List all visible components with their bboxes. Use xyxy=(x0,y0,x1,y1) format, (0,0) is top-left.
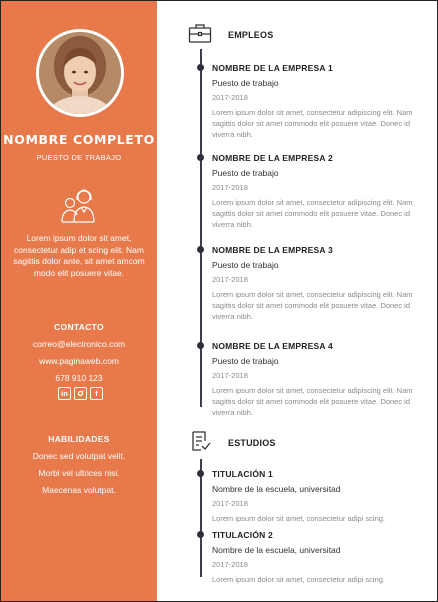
timeline-dot xyxy=(197,342,204,349)
timeline-dot xyxy=(197,531,204,538)
job-entry xyxy=(212,341,426,418)
employment-heading: EMPLEOS xyxy=(228,30,274,40)
job-position: Puesto de trabajo xyxy=(212,168,279,178)
company-name: NOMBRE DE LA EMPRESA 3 xyxy=(212,245,333,255)
education-years: 2017-2018 xyxy=(212,499,248,508)
skill-item: Morbi vel ultrices nisi. xyxy=(38,468,120,478)
degree-title: TITULACIÓN 2 xyxy=(212,530,273,540)
timeline-dot xyxy=(197,470,204,477)
job-entry xyxy=(212,63,426,140)
degree-title: TITULACIÓN 1 xyxy=(212,469,273,479)
job-years: 2017-2018 xyxy=(212,275,248,284)
job-position: Puesto de trabajo xyxy=(212,260,279,270)
sidebar xyxy=(1,1,157,601)
employment-timeline xyxy=(200,49,202,407)
contact-website[interactable]: www.paginaweb.com xyxy=(39,356,119,366)
job-entry xyxy=(212,245,426,322)
full-name: NOMBRE COMPLETO xyxy=(3,132,155,147)
school-name: Nombre de la escuela, universitad xyxy=(212,484,341,494)
briefcase-icon xyxy=(188,22,212,44)
company-name: NOMBRE DE LA EMPRESA 4 xyxy=(212,341,333,351)
job-years: 2017-2018 xyxy=(212,371,248,380)
job-description: Lorem ipsum dolor sit amet, consectetur adipiscing elit. Nam sagittis dolor sit amet commodo elit posuere vitae. Donec id viverra nibh. xyxy=(212,108,413,139)
education-description: Lorem ipsum dolor sit amet, consectetur adipi scing. xyxy=(212,575,385,584)
contact-phone: 678 910 123 xyxy=(55,373,103,383)
company-name: NOMBRE DE LA EMPRESA 2 xyxy=(212,153,333,163)
education-heading: ESTUDIOS xyxy=(228,438,276,448)
job-description: Lorem ipsum dolor sit amet, consectetur adipiscing elit. Nam sagittis dolor sit amet commodo elit posuere vitae. Donec id viverra nibh. xyxy=(212,290,413,321)
job-years: 2017-2018 xyxy=(212,183,248,192)
contact-email[interactable]: correo@electronico.com xyxy=(32,339,126,349)
education-description: Lorem ipsum dolor sit amet, consectetur adipi scing. xyxy=(212,514,385,523)
checklist-icon xyxy=(190,430,214,452)
job-entry xyxy=(212,153,426,230)
job-years: 2017-2018 xyxy=(212,93,248,102)
timeline-dot xyxy=(197,246,204,253)
job-position: Puesto de trabajo xyxy=(212,356,279,366)
education-entry xyxy=(212,469,426,524)
intro-text: Lorem ipsum dolor sit amet, consectetur adip et scing elit. Nam sagittis dolor ante, sit amet amcom modo elit posuere vitae. xyxy=(13,233,145,278)
linkedin-icon[interactable]: in xyxy=(58,387,71,400)
social-links xyxy=(58,387,104,401)
education-years: 2017-2018 xyxy=(212,560,248,569)
timeline-dot xyxy=(197,154,204,161)
timeline-dot xyxy=(197,64,204,71)
company-name: NOMBRE DE LA EMPRESA 1 xyxy=(212,63,333,73)
job-description: Lorem ipsum dolor sit amet, consectetur adipiscing elit. Nam sagittis dolor sit amet commodo elit posuere vitae. Donec id viverra nibh. xyxy=(212,198,413,229)
job-title: PUESTO DE TRABAJO xyxy=(36,153,122,162)
skill-item: Maecenas volutpat. xyxy=(42,485,116,495)
job-description: Lorem ipsum dolor sit amet, consectetur adipiscing elit. Nam sagittis dolor sit amet commodo elit posuere vitae. Donec id viverra nibh. xyxy=(212,386,413,417)
contact-title: CONTACTO xyxy=(54,322,104,332)
skills-title: HABILIDADES xyxy=(48,434,110,444)
skill-item: Donec sed volutpat velit. xyxy=(32,451,126,461)
education-entry xyxy=(212,530,426,585)
profile-photo xyxy=(39,32,121,114)
people-icon xyxy=(59,188,99,224)
instagram-icon[interactable] xyxy=(74,387,87,400)
profile-photo-frame xyxy=(36,29,124,117)
facebook-icon[interactable]: f xyxy=(90,387,103,400)
job-position: Puesto de trabajo xyxy=(212,78,279,88)
school-name: Nombre de la escuela, universitad xyxy=(212,545,341,555)
